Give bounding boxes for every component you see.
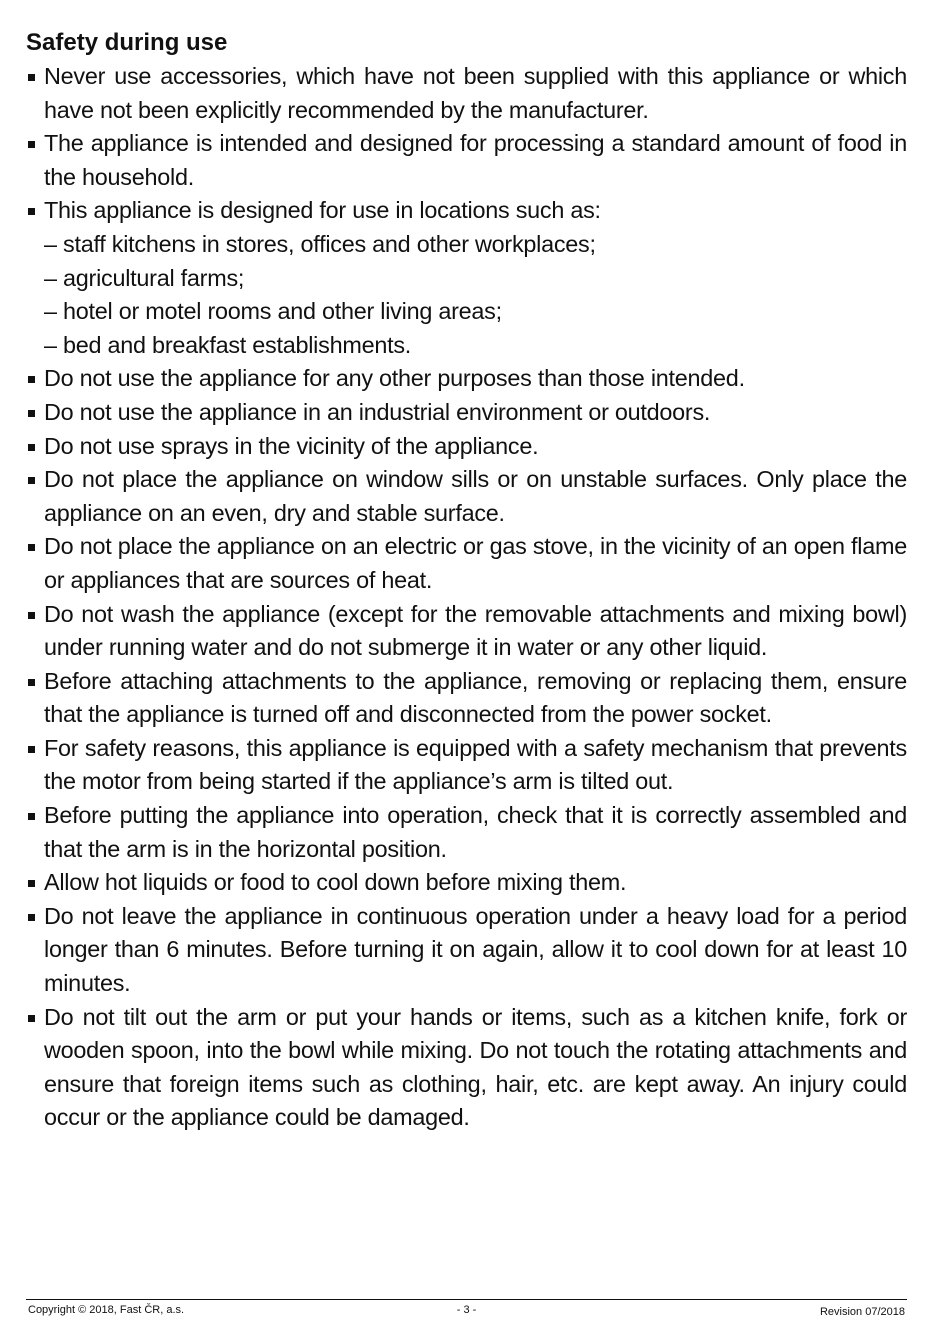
bullet-square-icon xyxy=(28,746,35,753)
list-item xyxy=(26,396,907,430)
list-item-text: Never use accessories, which have not been supplied with this appliance or which have not been explicitly recommended by the manufacturer. xyxy=(44,63,907,123)
list-item-text: Do not wash the appliance (except for the removable attachments and mixing bowl) under running water and do not submerge it in water or any other liquid. xyxy=(44,600,907,661)
list-item-text: Allow hot liquids or food to cool down before mixing them. xyxy=(44,869,627,896)
list-item-text: Do not use sprays in the vicinity of the appliance. xyxy=(44,432,539,459)
bullet-square-icon xyxy=(28,477,35,484)
document-page xyxy=(26,26,907,1135)
list-item xyxy=(26,530,907,597)
bullet-square-icon xyxy=(28,813,35,820)
bullet-square-icon xyxy=(28,679,35,686)
bullet-square-icon xyxy=(28,74,35,81)
bullet-square-icon xyxy=(28,376,35,383)
list-item-text: Do not tilt out the arm or put your hands or items, such as a kitchen knife, fork or wooden spoon, into the bowl while mixing. Do not touch the rotating attachments and ensure that foreign items such as clothing, hair, etc. are kept away. An injury could occur or the appliance could be damaged. xyxy=(44,1003,907,1131)
list-item xyxy=(26,665,907,732)
bullet-square-icon xyxy=(28,141,35,148)
location-item: – bed and breakfast establishments. xyxy=(44,331,412,358)
list-item xyxy=(26,1001,907,1135)
list-item-text: Before attaching attachments to the appliance, removing or replacing them, ensure that the appliance is turned off and disconnected from the power socket. xyxy=(44,667,907,728)
list-item-text: Do not use the appliance in an industrial environment or outdoors. xyxy=(44,398,711,425)
bullet-square-icon xyxy=(28,880,35,887)
section-heading: Safety during use xyxy=(26,29,228,56)
location-item: – hotel or motel rooms and other living areas; xyxy=(44,298,502,325)
copyright-text: Copyright © 2018, Fast ČR, a.s. xyxy=(28,1304,185,1316)
safety-list xyxy=(26,60,907,1135)
list-item xyxy=(26,463,907,530)
list-item xyxy=(26,430,907,464)
list-item xyxy=(26,194,907,362)
list-item xyxy=(26,900,907,1001)
list-item-text: This appliance is designed for use in locations such as: xyxy=(44,197,601,224)
list-item-text: The appliance is intended and designed for processing a standard amount of food in the household. xyxy=(44,130,907,190)
list-item xyxy=(26,127,907,194)
list-item-text: Do not place the appliance on window sills or on unstable surfaces. Only place the appliance on an even, dry and stable surface. xyxy=(44,466,907,526)
bullet-square-icon xyxy=(28,444,35,451)
location-item: – agricultural farms; xyxy=(44,264,245,291)
list-item xyxy=(26,362,907,396)
list-item xyxy=(26,598,907,665)
list-item xyxy=(26,60,907,127)
list-item xyxy=(26,799,907,866)
location-item: – staff kitchens in stores, offices and other workplaces; xyxy=(44,230,596,257)
list-item xyxy=(26,866,907,900)
bullet-square-icon xyxy=(28,544,35,551)
list-item-text: Do not leave the appliance in continuous operation under a heavy load for a period longer than 6 minutes. Before turning it on again, allow it to cool down for at least 10 minutes. xyxy=(44,902,907,997)
bullet-square-icon xyxy=(28,1015,35,1022)
list-item xyxy=(26,732,907,799)
revision-text: Revision 07/2018 xyxy=(819,1306,905,1318)
list-item-text: Do not use the appliance for any other purposes than those intended. xyxy=(44,365,745,392)
list-item-text: Before putting the appliance into operation, check that it is correctly assembled and that the arm is in the horizontal position. xyxy=(44,802,907,862)
bullet-square-icon xyxy=(28,208,35,215)
list-item-text: For safety reasons, this appliance is equipped with a safety mechanism that prevents the motor from being started if the appliance’s arm is tilted out. xyxy=(44,734,907,795)
page-footer xyxy=(26,1299,907,1318)
list-item-text: Do not place the appliance on an electric or gas stove, in the vicinity of an open flame or appliances that are sources of heat. xyxy=(44,533,907,593)
page-number: - 3 - xyxy=(456,1304,477,1316)
bullet-square-icon xyxy=(28,914,35,921)
bullet-square-icon xyxy=(28,612,35,619)
bullet-square-icon xyxy=(28,410,35,417)
